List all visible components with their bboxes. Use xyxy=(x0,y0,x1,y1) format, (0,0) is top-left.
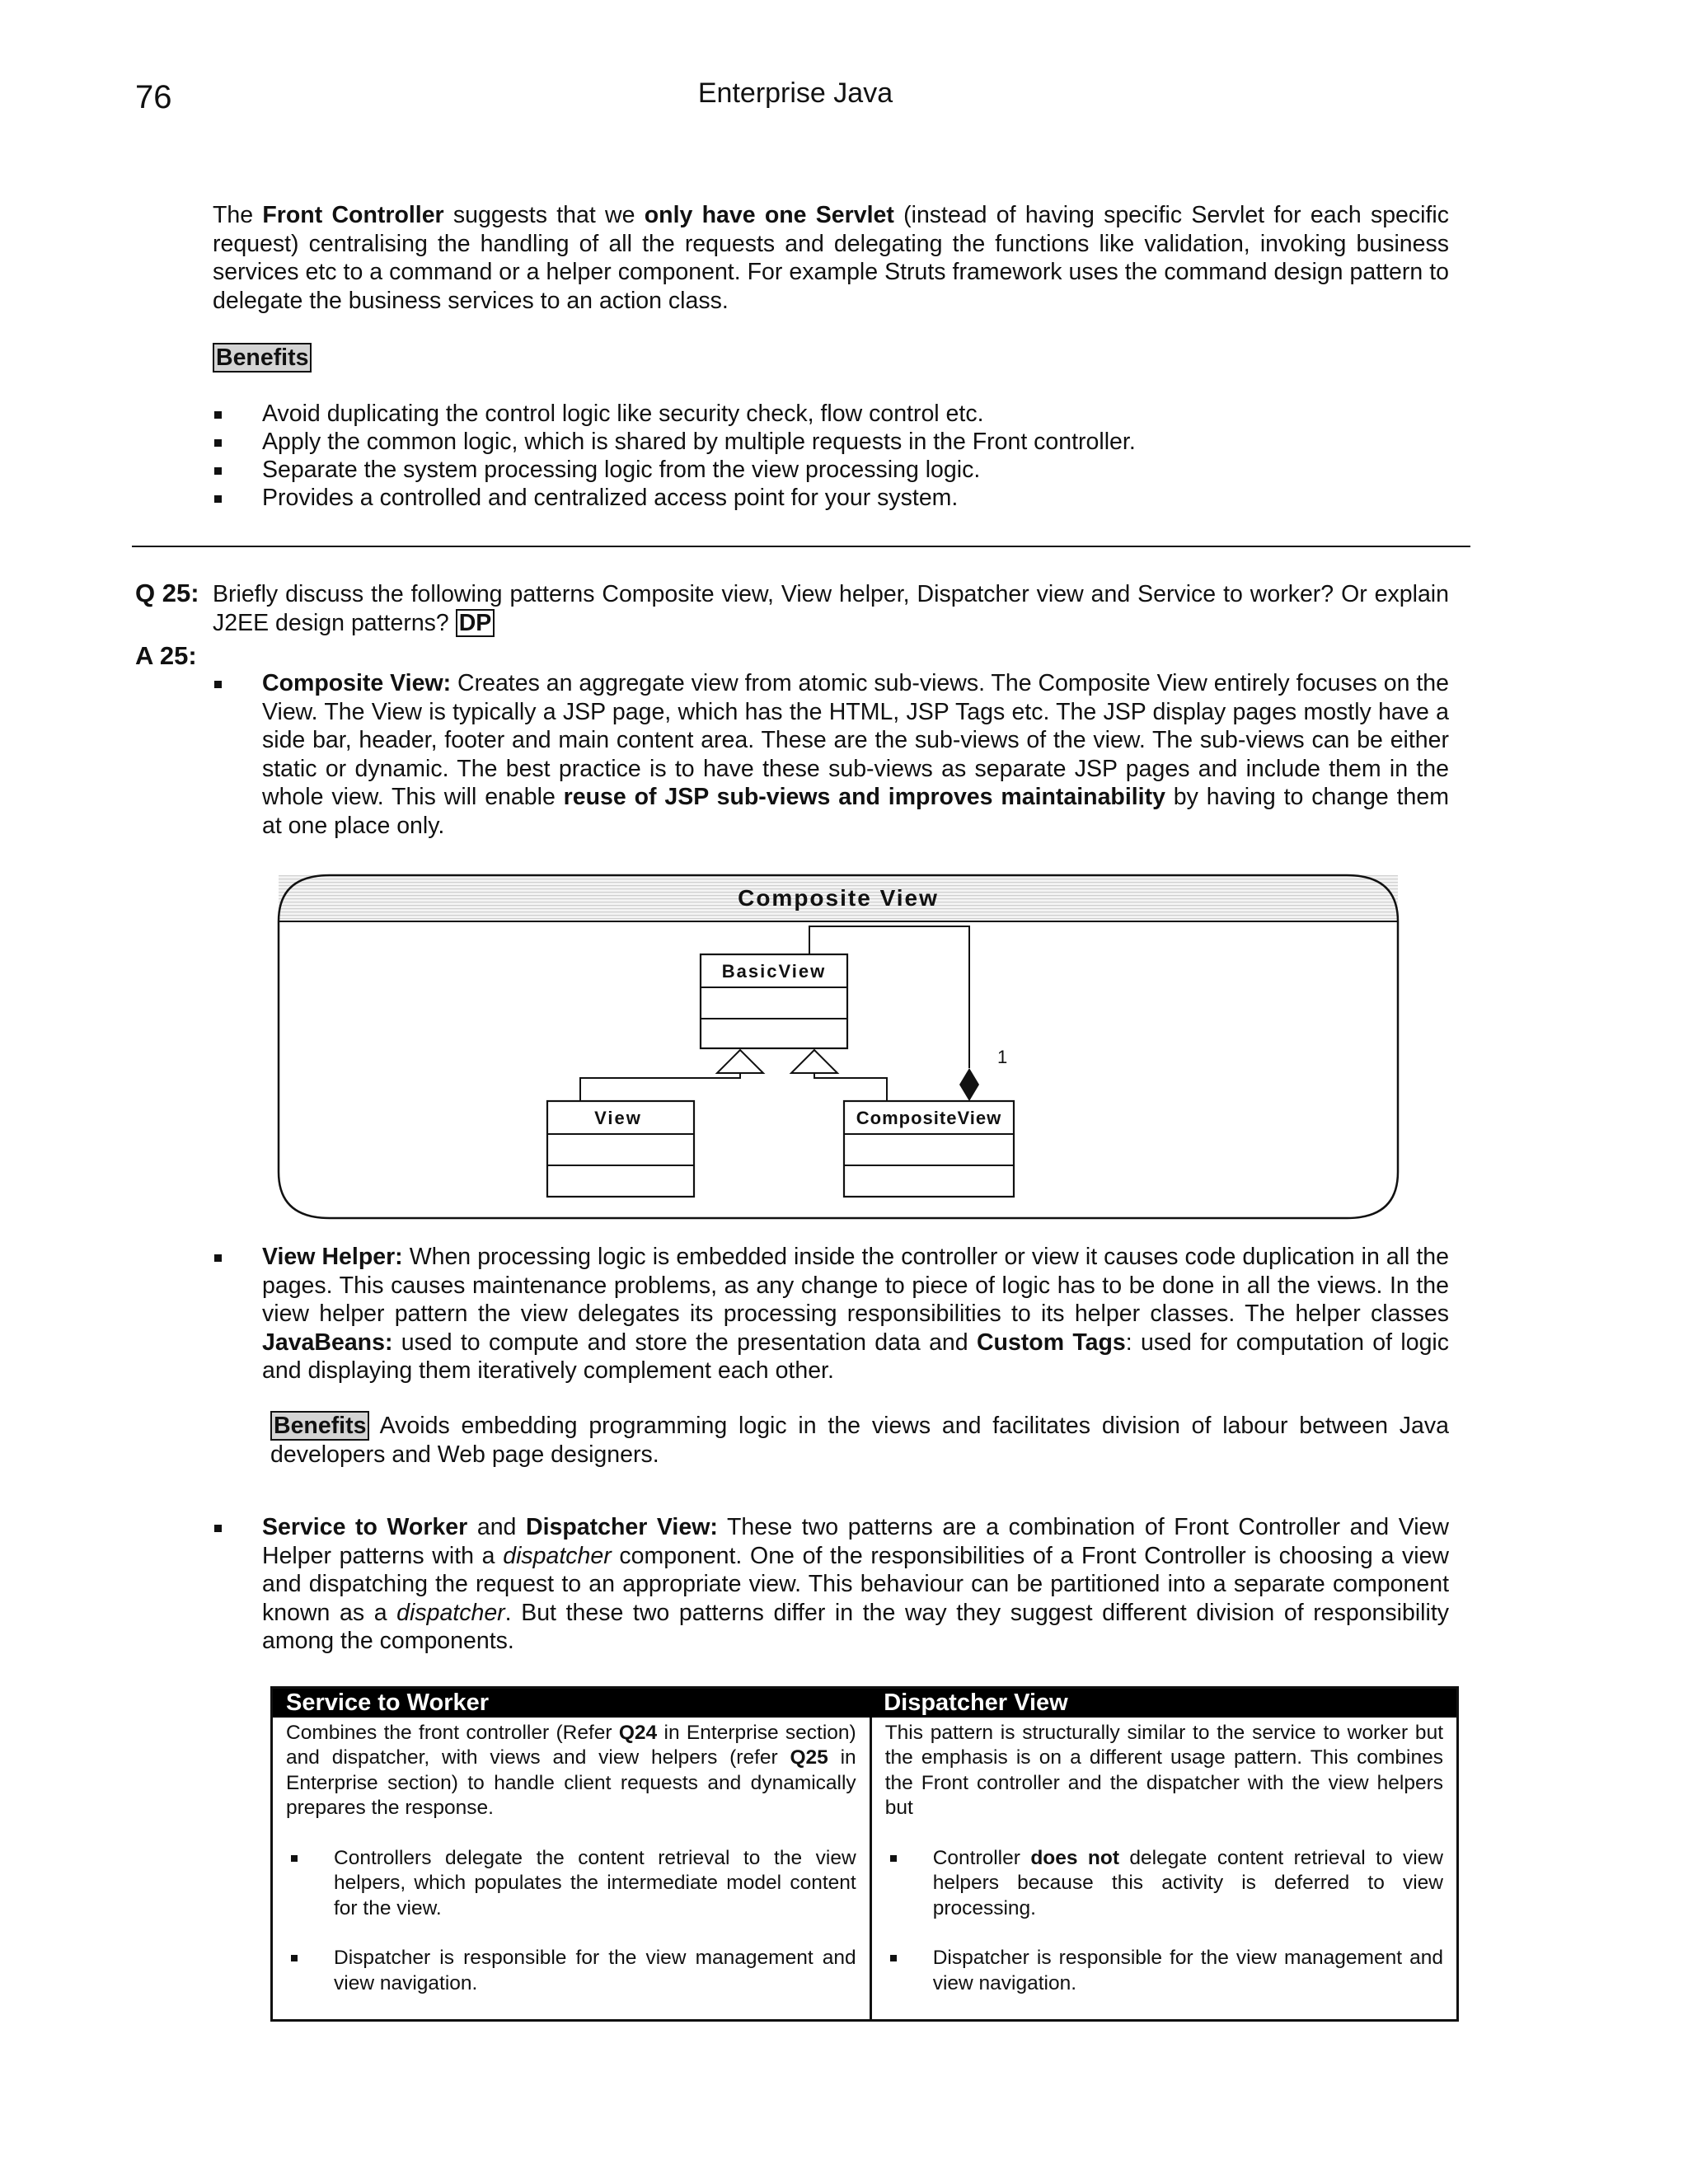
answer-label: A 25: xyxy=(135,641,197,670)
benefits-label: Benefits xyxy=(213,343,312,373)
bullet-icon xyxy=(214,1254,222,1262)
cell-list-item: Dispatcher is responsible for the view management and view navigation. xyxy=(885,1946,1443,1996)
inheritance-arrow xyxy=(717,1050,763,1073)
bullet-icon xyxy=(214,439,222,447)
aggregation-diamond xyxy=(959,1068,979,1101)
basicview-label: BasicView xyxy=(721,961,827,982)
view-connector xyxy=(580,1073,740,1101)
compositeview-label: CompositeView xyxy=(856,1108,1002,1128)
intro-paragraph: The Front Controller suggests that we only have one Servlet (instead of having specific Servlet for each specific request) centralising the handling of all the requests and delegating the functions like validation, invoking business services etc to a command or a helper component. For example Struts framework uses the command design pattern to delegate the business services to an action class. xyxy=(213,202,1449,314)
inheritance-arrow xyxy=(791,1050,837,1073)
list-item: Apply the common logic, which is shared by multiple requests in the Front controller. xyxy=(262,429,1136,455)
bullet-icon xyxy=(291,1855,298,1862)
bullet-icon xyxy=(890,1955,897,1961)
composite-view-paragraph: Composite View: Creates an aggregate view from atomic sub-views. The Composite View entirely focuses on the View. The View is typically a JSP page, which has the HTML, JSP Tags etc. The JSP display pages mostly have a side bar, header, footer and main content area. These are the sub-views of the view. The sub-views can be either static or dynamic. The best practice is to have these sub-views as separate JSP pages and include them in the whole view. This will enable reuse of JSP sub-views and improves maintainability by having to change them at one place only. xyxy=(262,670,1450,839)
service-worker-paragraph: Service to Worker and Dispatcher View: These two patterns are a combination of Front Controller and View Helper patterns with a dispatcher component. One of the responsibilities of a Front Controller is choosing a view and dispatching the request to an appropriate view. This behaviour can be partitioned into a separate component known as a dispatcher. But these two patterns differ in the way they suggest different division of responsibility among the components. xyxy=(262,1514,1450,1654)
benefits-label: Benefits xyxy=(270,1411,369,1441)
cell-list-item: Dispatcher is responsible for the view management and view navigation. xyxy=(286,1946,856,1996)
question-label: Q 25: xyxy=(135,579,199,607)
compositeview-connector xyxy=(814,1073,887,1101)
bullet-icon xyxy=(214,681,222,688)
bullet-icon xyxy=(890,1855,897,1862)
list-item: Avoid duplicating the control logic like security check, flow control etc. xyxy=(262,401,984,427)
cell-paragraph: This pattern is structurally similar to the service to worker but the emphasis is on a different usage pattern. This combines the Front controller and the dispatcher with the view helpers but xyxy=(884,1721,1443,1819)
running-title: Enterprise Java xyxy=(697,77,893,109)
list-item: Provides a controlled and centralized access point for your system. xyxy=(262,485,959,511)
bullet-icon xyxy=(214,467,222,475)
multiplicity-label: 1 xyxy=(997,1047,1008,1067)
bullet-icon xyxy=(291,1955,298,1961)
table-cell-dispatcher-view xyxy=(870,1718,1457,2021)
page-number: 76 xyxy=(135,79,172,115)
composite-view-diagram xyxy=(272,865,1405,1228)
dp-tag: DP xyxy=(456,609,495,637)
diagram-title: Composite View xyxy=(738,885,939,911)
bullet-icon xyxy=(214,411,222,419)
view-helper-paragraph: View Helper: When processing logic is embedded inside the controller or view it causes code duplication in all the pages. This causes maintenance problems, as any change to piece of logic has to be done in all the views. In the view helper pattern the view delegates its processing responsibilities to its helper classes. The helper classes JavaBeans: used to compute and store the presentation data and Custom Tags: used for computation of logic and displaying them iteratively complement each other. xyxy=(262,1244,1450,1384)
question-text: Briefly discuss the following patterns Composite view, View helper, Dispatcher view and Service to worker? Or explain J2EE design patterns? DP xyxy=(213,581,1449,636)
comparison-table xyxy=(270,1686,1459,2022)
view-class-box xyxy=(547,1101,694,1197)
compositeview-class-box xyxy=(844,1101,1014,1197)
basicview-class-box xyxy=(701,954,847,1048)
bullet-icon xyxy=(214,495,222,503)
section-divider xyxy=(132,546,1470,547)
view-label: View xyxy=(594,1108,642,1128)
table-cell-service-to-worker xyxy=(272,1718,871,2021)
table-header-service-to-worker: Service to Worker xyxy=(272,1688,871,1718)
cell-list-item: Controllers delegate the content retrieval to the view helpers, which populates the intermediate model content for the view. xyxy=(286,1846,856,1922)
bullet-icon xyxy=(214,1525,222,1532)
view-helper-benefits: Benefits Avoids embedding programming logic in the views and facilitates division of labour between Java developers and Web page designers. xyxy=(270,1413,1449,1468)
table-row xyxy=(272,1718,1458,2021)
list-item: Separate the system processing logic from the view processing logic. xyxy=(262,457,981,483)
table-header-dispatcher-view: Dispatcher View xyxy=(870,1688,1457,1718)
cell-paragraph: Combines the front controller (Refer Q24 in Enterprise section) and dispatcher, with views and view helpers (refer Q25 in Enterprise section) to handle client requests and dynamically prepares the response. xyxy=(286,1721,856,1819)
table-header-row xyxy=(272,1688,1458,1718)
cell-list-item: Controller does not delegate content retrieval to view helpers because this activity is deferred to view processing. xyxy=(885,1846,1443,1922)
